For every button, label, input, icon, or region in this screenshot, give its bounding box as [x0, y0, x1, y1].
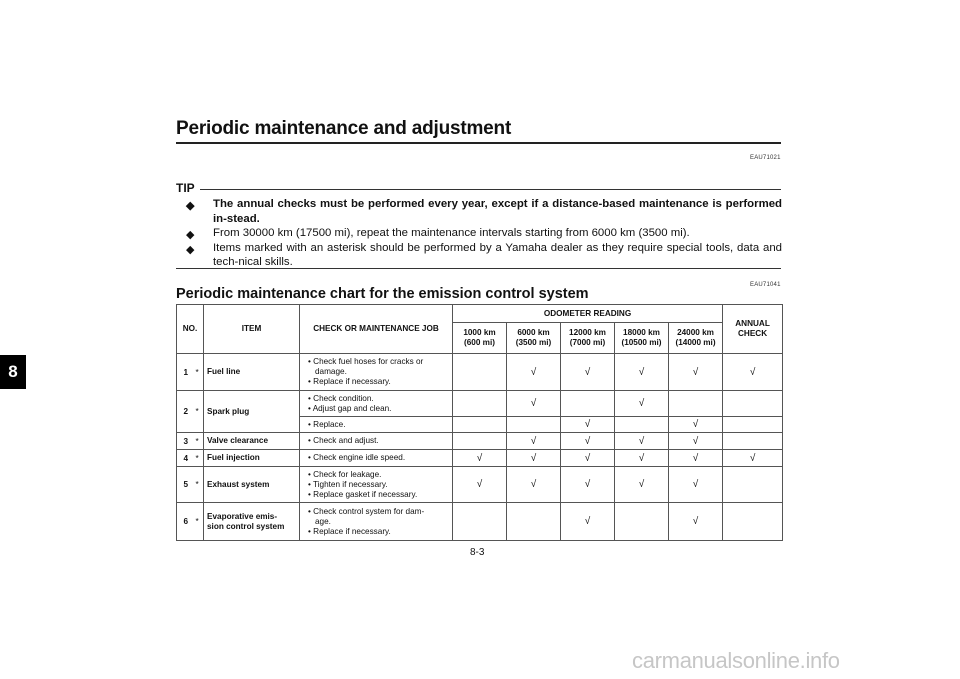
row-job	[300, 450, 453, 467]
check-mark: √	[530, 366, 537, 378]
job-text: Replace gasket if necessary.	[313, 489, 418, 499]
check-cell	[453, 467, 507, 503]
interval-km: 12000 km	[569, 328, 606, 337]
check-mark: √	[584, 479, 591, 490]
job-line	[308, 367, 452, 377]
bullet-diamond-icon: ◆	[186, 229, 195, 242]
bullet-dot-icon: •	[308, 469, 314, 479]
job-line	[308, 480, 452, 490]
interval-mi: (7000 mi)	[569, 338, 606, 347]
watermark: carmanualsonline.info	[632, 648, 840, 673]
check-mark: √	[692, 419, 699, 430]
check-mark: √	[530, 398, 537, 409]
job-line	[308, 394, 452, 404]
check-cell	[561, 354, 615, 391]
row-item	[204, 450, 300, 467]
table-row	[177, 503, 783, 541]
job-text: damage.	[315, 367, 347, 376]
check-cell	[723, 450, 783, 467]
interval-km: 18000 km	[623, 328, 660, 337]
bullet-dot-icon: •	[308, 357, 314, 366]
header-interval	[615, 323, 669, 354]
bullet-dot-icon: •	[308, 436, 314, 445]
header-annual-check: ANNUAL CHECK	[723, 305, 783, 354]
header-interval	[561, 323, 615, 354]
check-mark: √	[584, 419, 591, 430]
dealer-asterisk: *	[195, 391, 204, 433]
section-title: Periodic maintenance chart for the emission control system	[176, 286, 589, 302]
check-cell	[507, 503, 561, 541]
job-text: Check and adjust.	[313, 436, 379, 445]
interval-km: 24000 km	[677, 328, 714, 337]
check-mark: √	[692, 435, 699, 447]
check-cell	[723, 417, 783, 433]
interval-mi: (3500 mi)	[515, 338, 552, 347]
row-item-line: Fuel injection	[207, 453, 260, 462]
row-job	[300, 503, 453, 541]
check-cell	[723, 354, 783, 391]
check-cell	[615, 391, 669, 417]
row-number: 3	[177, 433, 195, 450]
check-cell	[669, 391, 723, 417]
header-item: ITEM	[204, 305, 300, 354]
job-text: Check for leakage.	[313, 469, 382, 479]
row-item-line: Valve clearance	[207, 436, 269, 445]
row-item-line: Exhaust system	[207, 479, 270, 489]
row-item	[204, 503, 300, 541]
job-text: Replace if necessary.	[313, 526, 391, 536]
tip-item-text: Items marked with an asterisk should be performed by a Yamaha dealer as they require special tools, data and tech-nical skills.	[213, 241, 782, 269]
job-text: Tighten if necessary.	[313, 479, 388, 489]
job-text: Check engine idle speed.	[313, 453, 406, 462]
check-cell	[723, 433, 783, 450]
interval-km: 1000 km	[463, 328, 496, 337]
check-mark: √	[530, 435, 537, 447]
check-cell	[561, 450, 615, 467]
check-cell	[507, 433, 561, 450]
check-mark: √	[692, 366, 699, 378]
bullet-dot-icon: •	[308, 479, 313, 489]
row-item	[204, 354, 300, 391]
job-line	[308, 517, 452, 527]
check-cell	[507, 354, 561, 391]
job-line	[308, 357, 452, 367]
table-row	[177, 391, 783, 417]
row-item	[204, 391, 300, 433]
check-cell	[669, 354, 723, 391]
tip-item-text: From 30000 km (17500 mi), repeat the maintenance intervals starting from 6000 km (3500 mi).	[213, 227, 690, 240]
row-number: 1	[177, 354, 195, 391]
check-mark: √	[692, 516, 699, 527]
check-cell	[507, 417, 561, 433]
bullet-diamond-icon: ◆	[186, 243, 195, 256]
row-job	[300, 467, 453, 503]
check-mark: √	[749, 366, 756, 378]
tip-end-rule	[176, 268, 781, 269]
bullet-diamond-icon: ◆	[186, 200, 195, 212]
tip-rule	[200, 189, 781, 190]
job-line	[308, 490, 452, 500]
check-cell	[669, 467, 723, 503]
check-cell	[723, 467, 783, 503]
bullet-dot-icon: •	[308, 419, 314, 429]
tip-label: TIP	[176, 181, 195, 195]
check-cell	[507, 467, 561, 503]
check-cell	[453, 391, 507, 417]
check-cell	[615, 433, 669, 450]
check-cell	[453, 417, 507, 433]
check-mark: √	[638, 452, 645, 464]
row-item-line: Fuel line	[207, 367, 241, 376]
bullet-dot-icon: •	[308, 403, 313, 413]
check-mark: √	[584, 452, 591, 464]
row-number: 2	[177, 391, 195, 433]
job-text: age.	[315, 516, 331, 526]
check-mark: √	[692, 479, 699, 490]
check-mark: √	[638, 398, 645, 409]
bullet-dot-icon: •	[308, 506, 314, 516]
check-mark: √	[692, 452, 699, 464]
maintenance-chart-table	[176, 304, 783, 541]
check-cell	[669, 417, 723, 433]
job-line	[308, 470, 452, 480]
job-line	[308, 527, 452, 537]
row-job	[300, 433, 453, 450]
row-job	[300, 417, 453, 433]
check-cell	[723, 503, 783, 541]
job-line	[308, 420, 452, 430]
job-text: Adjust gap and clean.	[312, 403, 392, 413]
check-mark: √	[638, 366, 645, 378]
check-cell	[615, 450, 669, 467]
row-number: 4	[177, 450, 195, 467]
check-mark: √	[584, 366, 591, 378]
header-interval	[669, 323, 723, 354]
table-row	[177, 450, 783, 467]
row-number: 5	[177, 467, 195, 503]
check-mark: √	[584, 435, 591, 447]
job-text: Check fuel hoses for cracks or	[313, 357, 424, 366]
check-cell	[507, 391, 561, 417]
check-cell	[561, 391, 615, 417]
check-cell	[669, 450, 723, 467]
check-cell	[453, 450, 507, 467]
check-cell	[615, 467, 669, 503]
check-mark: √	[749, 452, 756, 464]
interval-km: 6000 km	[517, 328, 550, 337]
check-cell	[615, 354, 669, 391]
row-item-line: Evaporative emis-	[207, 511, 278, 521]
page-header-title: Periodic maintenance and adjustment	[176, 118, 512, 139]
page-number: 8-3	[470, 547, 485, 558]
dealer-asterisk: *	[195, 450, 204, 467]
header-no: NO.	[177, 305, 204, 354]
tip-item-text: The annual checks must be performed every year, except if a distance-based maintenance is performed in-stead.	[213, 198, 782, 225]
check-cell	[453, 503, 507, 541]
tip-item	[186, 226, 782, 241]
tip-item	[186, 197, 782, 226]
interval-mi: (14000 mi)	[675, 338, 716, 347]
chapter-tab: 8	[0, 355, 26, 389]
job-line	[308, 377, 452, 387]
check-mark: √	[584, 516, 591, 527]
header-interval	[507, 323, 561, 354]
check-cell	[453, 354, 507, 391]
table-row	[177, 433, 783, 450]
header-rule	[176, 142, 781, 144]
dealer-asterisk: *	[195, 503, 204, 541]
job-text: Replace.	[313, 419, 346, 429]
interval-mi: (600 mi)	[464, 338, 495, 347]
dealer-asterisk: *	[195, 354, 204, 391]
row-number: 6	[177, 503, 195, 541]
job-text: Replace if necessary.	[313, 377, 391, 386]
row-job	[300, 391, 453, 417]
job-line	[308, 453, 452, 463]
table-row	[177, 354, 783, 391]
bullet-dot-icon: •	[308, 526, 314, 536]
check-cell	[615, 503, 669, 541]
bullet-dot-icon: •	[308, 489, 314, 499]
check-mark: √	[638, 479, 645, 490]
check-mark: √	[638, 435, 645, 447]
job-text: Check control system for dam-	[313, 506, 425, 516]
table-row	[177, 467, 783, 503]
header-interval	[453, 323, 507, 354]
row-item-line: Spark plug	[207, 406, 250, 416]
bullet-dot-icon: •	[308, 393, 314, 403]
row-item	[204, 433, 300, 450]
check-mark: √	[530, 452, 537, 464]
dealer-asterisk: *	[195, 433, 204, 450]
row-item-line: sion control system	[207, 521, 285, 531]
check-cell	[561, 467, 615, 503]
check-mark: √	[530, 479, 537, 490]
job-text: Check condition.	[313, 393, 374, 403]
reference-code-tip: EAU71021	[750, 155, 781, 161]
job-line	[308, 507, 452, 517]
check-cell	[561, 417, 615, 433]
check-cell	[561, 503, 615, 541]
check-cell	[615, 417, 669, 433]
check-cell	[669, 433, 723, 450]
check-mark: √	[476, 452, 483, 464]
check-cell	[507, 450, 561, 467]
job-line	[308, 404, 452, 414]
bullet-dot-icon: •	[308, 453, 314, 462]
check-mark: √	[476, 479, 483, 490]
header-job: CHECK OR MAINTENANCE JOB	[300, 305, 453, 354]
check-cell	[561, 433, 615, 450]
check-cell	[723, 391, 783, 417]
row-job	[300, 354, 453, 391]
check-cell	[669, 503, 723, 541]
bullet-dot-icon: •	[308, 377, 314, 386]
reference-code-chart: EAU71041	[750, 282, 781, 288]
job-line	[308, 436, 452, 446]
header-odometer-reading: ODOMETER READING	[453, 305, 723, 323]
interval-mi: (10500 mi)	[621, 338, 662, 347]
tip-list	[186, 197, 782, 270]
check-cell	[453, 433, 507, 450]
row-item	[204, 467, 300, 503]
dealer-asterisk: *	[195, 467, 204, 503]
tip-item	[186, 241, 782, 270]
